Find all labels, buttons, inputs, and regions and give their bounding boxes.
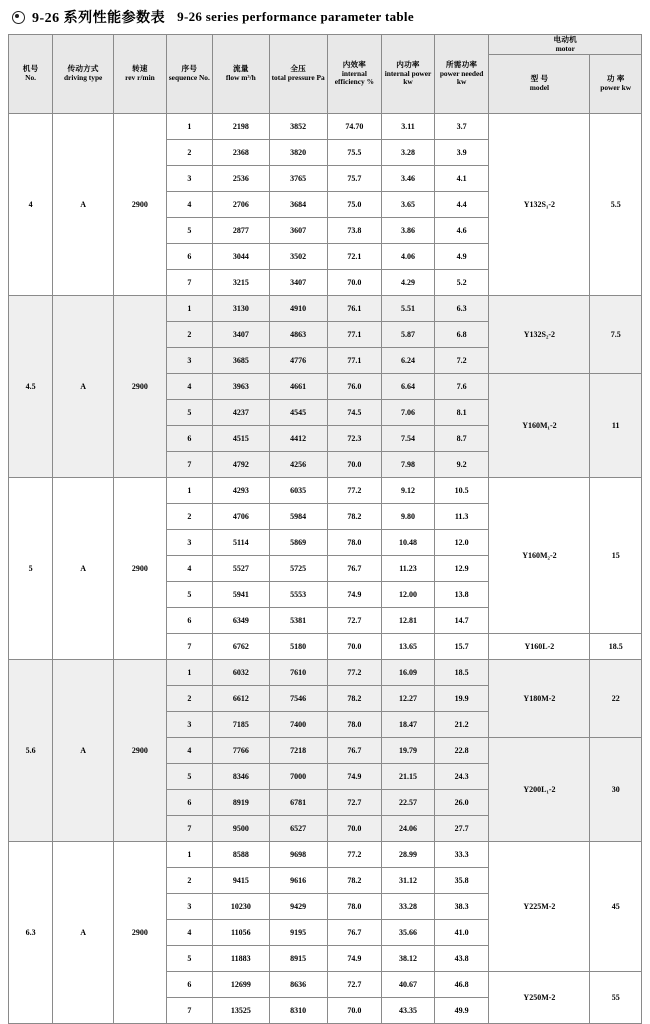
cell-sequence: 1 [166, 478, 212, 504]
cell-internal-power: 4.06 [382, 244, 435, 270]
cell-power-needed: 4.1 [434, 166, 489, 192]
cell-internal-efficiency: 78.0 [327, 530, 382, 556]
cell-driving-type: A [53, 660, 114, 842]
cell-internal-efficiency: 78.2 [327, 686, 382, 712]
cell-flow: 7766 [212, 738, 269, 764]
cell-internal-efficiency: 70.0 [327, 634, 382, 660]
cell-power-needed: 38.3 [434, 894, 489, 920]
cell-motor-model: Y132S₂-2 [489, 296, 590, 374]
cell-total-pressure: 8915 [269, 946, 327, 972]
cell-internal-efficiency: 76.7 [327, 556, 382, 582]
cell-power-needed: 4.9 [434, 244, 489, 270]
cell-model-no: 5 [9, 478, 53, 660]
cell-sequence: 5 [166, 946, 212, 972]
cell-motor-power: 18.5 [590, 634, 642, 660]
cell-sequence: 4 [166, 920, 212, 946]
cell-total-pressure: 7000 [269, 764, 327, 790]
cell-internal-power: 9.12 [382, 478, 435, 504]
cell-power-needed: 6.3 [434, 296, 489, 322]
cell-total-pressure: 5381 [269, 608, 327, 634]
cell-flow: 8346 [212, 764, 269, 790]
cell-internal-efficiency: 75.5 [327, 140, 382, 166]
cell-total-pressure: 9429 [269, 894, 327, 920]
cell-motor-model: Y200L₁-2 [489, 738, 590, 842]
header-internal-efficiency [327, 35, 382, 114]
cell-sequence: 3 [166, 166, 212, 192]
cell-sequence: 3 [166, 712, 212, 738]
cell-motor-model: Y250M-2 [489, 972, 590, 1024]
cell-internal-efficiency: 78.0 [327, 712, 382, 738]
cell-internal-efficiency: 76.0 [327, 374, 382, 400]
cell-sequence: 6 [166, 426, 212, 452]
cell-flow: 11056 [212, 920, 269, 946]
cell-power-needed: 7.2 [434, 348, 489, 374]
cell-power-needed: 12.9 [434, 556, 489, 582]
cell-flow: 3407 [212, 322, 269, 348]
cell-total-pressure: 4545 [269, 400, 327, 426]
header-model-no-en: No. [25, 73, 37, 83]
title-english: 9-26 series performance parameter table [177, 9, 414, 24]
cell-flow: 8919 [212, 790, 269, 816]
cell-internal-power: 7.06 [382, 400, 435, 426]
cell-total-pressure: 9698 [269, 842, 327, 868]
cell-flow: 10230 [212, 894, 269, 920]
cell-total-pressure: 3765 [269, 166, 327, 192]
cell-sequence: 6 [166, 790, 212, 816]
cell-total-pressure: 5869 [269, 530, 327, 556]
cell-internal-efficiency: 74.9 [327, 946, 382, 972]
cell-motor-power: 11 [590, 374, 642, 478]
cell-sequence: 3 [166, 348, 212, 374]
header-internal-power-cn: 内功率 [396, 59, 420, 69]
cell-power-needed: 7.6 [434, 374, 489, 400]
header-sequence-en: sequence No. [168, 73, 210, 83]
cell-total-pressure: 7218 [269, 738, 327, 764]
table-row [9, 660, 642, 686]
cell-driving-type: A [53, 842, 114, 1024]
header-motor-power-en: power kw [600, 83, 632, 93]
cell-total-pressure: 4661 [269, 374, 327, 400]
cell-flow: 9415 [212, 868, 269, 894]
cell-flow: 2877 [212, 218, 269, 244]
cell-sequence: 2 [166, 868, 212, 894]
cell-total-pressure: 7400 [269, 712, 327, 738]
cell-internal-power: 35.66 [382, 920, 435, 946]
cell-flow: 6612 [212, 686, 269, 712]
header-power-needed-en: power needed kw [439, 68, 484, 87]
cell-internal-efficiency: 74.5 [327, 400, 382, 426]
cell-sequence: 4 [166, 374, 212, 400]
cell-internal-power: 3.65 [382, 192, 435, 218]
cell-sequence: 7 [166, 634, 212, 660]
cell-internal-efficiency: 74.70 [327, 114, 382, 140]
cell-flow: 3215 [212, 270, 269, 296]
cell-flow: 2198 [212, 114, 269, 140]
header-motor [489, 35, 642, 55]
cell-internal-power: 6.24 [382, 348, 435, 374]
header-rev [114, 35, 167, 114]
cell-model-no: 5.6 [9, 660, 53, 842]
cell-internal-efficiency: 77.1 [327, 348, 382, 374]
cell-flow: 4293 [212, 478, 269, 504]
cell-sequence: 3 [166, 894, 212, 920]
cell-total-pressure: 8636 [269, 972, 327, 998]
cell-total-pressure: 4412 [269, 426, 327, 452]
cell-power-needed: 13.8 [434, 582, 489, 608]
cell-power-needed: 26.0 [434, 790, 489, 816]
cell-internal-power: 33.28 [382, 894, 435, 920]
cell-motor-power: 5.5 [590, 114, 642, 296]
cell-flow: 8588 [212, 842, 269, 868]
cell-internal-power: 24.06 [382, 816, 435, 842]
cell-power-needed: 46.8 [434, 972, 489, 998]
header-total-pressure-cn: 全压 [290, 64, 306, 74]
cell-total-pressure: 4776 [269, 348, 327, 374]
cell-sequence: 2 [166, 686, 212, 712]
cell-total-pressure: 9195 [269, 920, 327, 946]
cell-motor-model: Y225M-2 [489, 842, 590, 972]
cell-power-needed: 14.7 [434, 608, 489, 634]
cell-model-no: 6.3 [9, 842, 53, 1024]
cell-power-needed: 4.6 [434, 218, 489, 244]
cell-internal-power: 3.86 [382, 218, 435, 244]
cell-motor-power: 7.5 [590, 296, 642, 374]
cell-internal-efficiency: 72.7 [327, 608, 382, 634]
cell-internal-efficiency: 75.7 [327, 166, 382, 192]
cell-flow: 3685 [212, 348, 269, 374]
cell-sequence: 7 [166, 998, 212, 1024]
cell-power-needed: 27.7 [434, 816, 489, 842]
header-motor-model [489, 55, 590, 114]
cell-internal-efficiency: 76.7 [327, 920, 382, 946]
cell-power-needed: 43.8 [434, 946, 489, 972]
cell-internal-power: 9.80 [382, 504, 435, 530]
cell-sequence: 1 [166, 296, 212, 322]
cell-internal-efficiency: 70.0 [327, 270, 382, 296]
cell-internal-efficiency: 73.8 [327, 218, 382, 244]
cell-sequence: 1 [166, 660, 212, 686]
cell-internal-power: 13.65 [382, 634, 435, 660]
cell-flow: 5114 [212, 530, 269, 556]
cell-power-needed: 8.7 [434, 426, 489, 452]
cell-rev: 2900 [114, 478, 167, 660]
cell-sequence: 5 [166, 218, 212, 244]
cell-sequence: 1 [166, 114, 212, 140]
header-internal-efficiency-cn: 内效率 [342, 59, 367, 69]
cell-total-pressure: 3502 [269, 244, 327, 270]
cell-internal-power: 43.35 [382, 998, 435, 1024]
cell-internal-power: 10.48 [382, 530, 435, 556]
cell-sequence: 1 [166, 842, 212, 868]
cell-rev: 2900 [114, 660, 167, 842]
cell-flow: 6762 [212, 634, 269, 660]
cell-driving-type: A [53, 478, 114, 660]
cell-rev: 2900 [114, 296, 167, 478]
cell-total-pressure: 6527 [269, 816, 327, 842]
cell-power-needed: 21.2 [434, 712, 489, 738]
header-driving-type [53, 35, 114, 114]
cell-power-needed: 18.5 [434, 660, 489, 686]
cell-sequence: 4 [166, 192, 212, 218]
header-motor-cn: 电动机 [553, 34, 577, 44]
cell-total-pressure: 3607 [269, 218, 327, 244]
cell-flow: 3044 [212, 244, 269, 270]
header-power-needed-cn: 所需功率 [446, 59, 478, 69]
cell-power-needed: 19.9 [434, 686, 489, 712]
cell-internal-power: 19.79 [382, 738, 435, 764]
cell-sequence: 6 [166, 608, 212, 634]
header-driving-type-cn: 传动方式 [67, 64, 99, 74]
cell-flow: 3130 [212, 296, 269, 322]
cell-total-pressure: 9616 [269, 868, 327, 894]
cell-sequence: 4 [166, 556, 212, 582]
header-flow-en: flow m³/h [225, 73, 256, 83]
cell-internal-power: 12.00 [382, 582, 435, 608]
cell-motor-model: Y160L-2 [489, 634, 590, 660]
header-internal-power-en: internal power kw [384, 68, 432, 87]
cell-flow: 2536 [212, 166, 269, 192]
cell-internal-power: 12.27 [382, 686, 435, 712]
cell-internal-power: 31.12 [382, 868, 435, 894]
cell-total-pressure: 6781 [269, 790, 327, 816]
cell-flow: 4515 [212, 426, 269, 452]
cell-total-pressure: 6035 [269, 478, 327, 504]
table-row [9, 296, 642, 322]
cell-flow: 12699 [212, 972, 269, 998]
cell-sequence: 5 [166, 764, 212, 790]
cell-power-needed: 41.0 [434, 920, 489, 946]
cell-flow: 3963 [212, 374, 269, 400]
cell-sequence: 3 [166, 530, 212, 556]
cell-sequence: 7 [166, 452, 212, 478]
header-motor-en: motor [555, 43, 575, 53]
cell-flow: 5941 [212, 582, 269, 608]
cell-flow: 7185 [212, 712, 269, 738]
cell-sequence: 5 [166, 400, 212, 426]
cell-flow: 4792 [212, 452, 269, 478]
cell-total-pressure: 7546 [269, 686, 327, 712]
cell-power-needed: 35.8 [434, 868, 489, 894]
cell-flow: 13525 [212, 998, 269, 1024]
cell-internal-efficiency: 75.0 [327, 192, 382, 218]
table-body [9, 114, 642, 1024]
cell-flow: 5527 [212, 556, 269, 582]
cell-sequence: 2 [166, 140, 212, 166]
cell-internal-power: 3.28 [382, 140, 435, 166]
cell-internal-power: 6.64 [382, 374, 435, 400]
cell-total-pressure: 5725 [269, 556, 327, 582]
cell-internal-power: 5.51 [382, 296, 435, 322]
header-total-pressure [269, 35, 327, 114]
cell-sequence: 2 [166, 322, 212, 348]
cell-power-needed: 22.8 [434, 738, 489, 764]
header-motor-power-cn: 功 率 [606, 74, 625, 84]
cell-power-needed: 33.3 [434, 842, 489, 868]
cell-internal-efficiency: 74.9 [327, 582, 382, 608]
cell-total-pressure: 3820 [269, 140, 327, 166]
cell-power-needed: 12.0 [434, 530, 489, 556]
cell-internal-efficiency: 77.2 [327, 478, 382, 504]
header-flow-cn: 流量 [233, 64, 249, 74]
cell-sequence: 5 [166, 582, 212, 608]
header-rev-en: rev r/min [125, 73, 155, 83]
cell-internal-power: 7.98 [382, 452, 435, 478]
cell-internal-power: 11.23 [382, 556, 435, 582]
cell-internal-power: 16.09 [382, 660, 435, 686]
cell-power-needed: 5.2 [434, 270, 489, 296]
header-rev-cn: 转速 [132, 64, 148, 74]
cell-sequence: 4 [166, 738, 212, 764]
cell-internal-power: 5.87 [382, 322, 435, 348]
header-flow [212, 35, 269, 114]
cell-flow: 4237 [212, 400, 269, 426]
header-motor-power [590, 55, 642, 114]
cell-internal-power: 38.12 [382, 946, 435, 972]
cell-power-needed: 4.4 [434, 192, 489, 218]
header-driving-type-en: driving type [63, 73, 103, 83]
cell-rev: 2900 [114, 842, 167, 1024]
cell-total-pressure: 3407 [269, 270, 327, 296]
cell-internal-efficiency: 78.2 [327, 868, 382, 894]
cell-power-needed: 8.1 [434, 400, 489, 426]
cell-flow: 6032 [212, 660, 269, 686]
cell-total-pressure: 5984 [269, 504, 327, 530]
performance-table [8, 34, 642, 1024]
cell-internal-efficiency: 70.0 [327, 452, 382, 478]
cell-internal-power: 18.47 [382, 712, 435, 738]
cell-sequence: 2 [166, 504, 212, 530]
cell-total-pressure: 4256 [269, 452, 327, 478]
cell-internal-efficiency: 77.2 [327, 660, 382, 686]
cell-motor-power: 22 [590, 660, 642, 738]
cell-internal-power: 3.46 [382, 166, 435, 192]
header-sequence [166, 35, 212, 114]
cell-motor-model: Y132S₁-2 [489, 114, 590, 296]
cell-internal-efficiency: 70.0 [327, 816, 382, 842]
cell-internal-efficiency: 74.9 [327, 764, 382, 790]
cell-power-needed: 10.5 [434, 478, 489, 504]
cell-total-pressure: 3684 [269, 192, 327, 218]
cell-power-needed: 6.8 [434, 322, 489, 348]
cell-motor-power: 30 [590, 738, 642, 842]
header-power-needed [434, 35, 489, 114]
cell-sequence: 7 [166, 816, 212, 842]
cell-internal-efficiency: 72.7 [327, 972, 382, 998]
cell-total-pressure: 5180 [269, 634, 327, 660]
cell-internal-efficiency: 70.0 [327, 998, 382, 1024]
cell-flow: 11883 [212, 946, 269, 972]
cell-total-pressure: 8310 [269, 998, 327, 1024]
cell-driving-type: A [53, 296, 114, 478]
header-model-no-cn: 机号 [22, 64, 39, 74]
cell-sequence: 6 [166, 244, 212, 270]
header-total-pressure-en: total pressure Pa [271, 73, 325, 83]
table-row [9, 842, 642, 868]
cell-total-pressure: 3852 [269, 114, 327, 140]
cell-internal-power: 21.15 [382, 764, 435, 790]
header-model-no [9, 35, 53, 114]
table-row [9, 478, 642, 504]
cell-motor-model: Y180M-2 [489, 660, 590, 738]
cell-motor-model: Y160M₂-2 [489, 478, 590, 634]
table-header [9, 35, 642, 114]
cell-internal-efficiency: 78.0 [327, 894, 382, 920]
header-sequence-cn: 序号 [181, 64, 198, 74]
cell-power-needed: 3.7 [434, 114, 489, 140]
cell-power-needed: 11.3 [434, 504, 489, 530]
cell-flow: 9500 [212, 816, 269, 842]
cell-internal-efficiency: 77.1 [327, 322, 382, 348]
cell-internal-efficiency: 76.7 [327, 738, 382, 764]
cell-sequence: 6 [166, 972, 212, 998]
table-row [9, 114, 642, 140]
cell-power-needed: 24.3 [434, 764, 489, 790]
cell-driving-type: A [53, 114, 114, 296]
cell-motor-power: 15 [590, 478, 642, 634]
cell-internal-power: 12.81 [382, 608, 435, 634]
cell-internal-power: 3.11 [382, 114, 435, 140]
cell-model-no: 4 [9, 114, 53, 296]
cell-rev: 2900 [114, 114, 167, 296]
bullet-icon [12, 11, 25, 24]
cell-power-needed: 9.2 [434, 452, 489, 478]
page-title [8, 0, 642, 34]
cell-internal-power: 22.57 [382, 790, 435, 816]
title-chinese: 9-26 系列性能参数表 [32, 11, 166, 26]
header-internal-efficiency-en: internal efficiency % [334, 68, 374, 87]
cell-internal-power: 7.54 [382, 426, 435, 452]
cell-motor-power: 55 [590, 972, 642, 1024]
cell-internal-efficiency: 78.2 [327, 504, 382, 530]
cell-motor-power: 45 [590, 842, 642, 972]
cell-total-pressure: 4910 [269, 296, 327, 322]
cell-flow: 4706 [212, 504, 269, 530]
cell-internal-efficiency: 76.1 [327, 296, 382, 322]
cell-model-no: 4.5 [9, 296, 53, 478]
cell-power-needed: 3.9 [434, 140, 489, 166]
cell-total-pressure: 5553 [269, 582, 327, 608]
cell-power-needed: 15.7 [434, 634, 489, 660]
cell-internal-efficiency: 72.3 [327, 426, 382, 452]
header-motor-model-en: model [529, 83, 550, 93]
cell-sequence: 7 [166, 270, 212, 296]
cell-internal-efficiency: 77.2 [327, 842, 382, 868]
cell-motor-model: Y160M₁-2 [489, 374, 590, 478]
cell-internal-power: 28.99 [382, 842, 435, 868]
cell-flow: 2706 [212, 192, 269, 218]
header-internal-power [382, 35, 435, 114]
cell-total-pressure: 4863 [269, 322, 327, 348]
cell-internal-power: 4.29 [382, 270, 435, 296]
cell-flow: 6349 [212, 608, 269, 634]
cell-internal-efficiency: 72.7 [327, 790, 382, 816]
cell-total-pressure: 7610 [269, 660, 327, 686]
cell-flow: 2368 [212, 140, 269, 166]
header-motor-model-cn: 型 号 [530, 74, 549, 84]
cell-internal-power: 40.67 [382, 972, 435, 998]
cell-internal-efficiency: 72.1 [327, 244, 382, 270]
cell-power-needed: 49.9 [434, 998, 489, 1024]
